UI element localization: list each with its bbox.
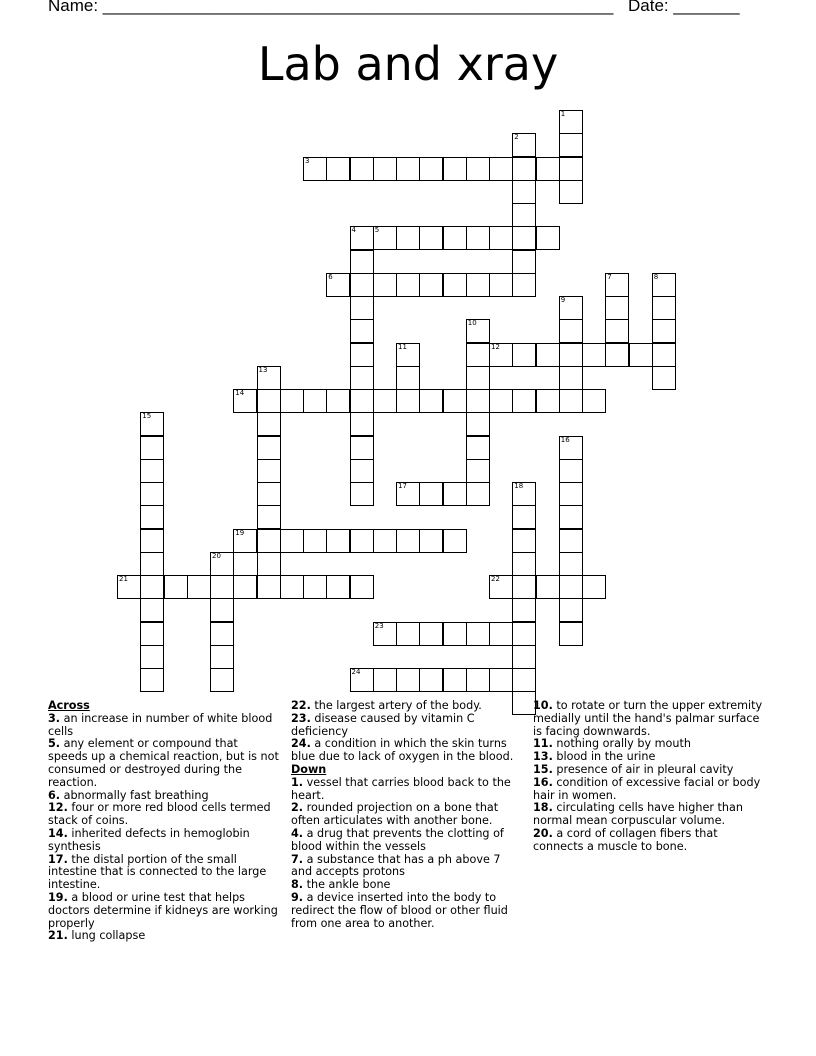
clue-number: 9 bbox=[560, 296, 566, 304]
clue-number: 13 bbox=[258, 365, 268, 374]
grid-cell[interactable] bbox=[280, 529, 304, 553]
grid-cell[interactable] bbox=[140, 505, 164, 529]
grid-cell[interactable] bbox=[396, 622, 420, 646]
grid-cell[interactable] bbox=[443, 226, 467, 250]
clue-item: 5. any element or compound that speeds up a chemical reaction, but is not consumed or destroyed during the reaction. bbox=[48, 737, 279, 789]
grid-cell[interactable] bbox=[326, 529, 350, 553]
grid-cell[interactable] bbox=[350, 529, 374, 553]
grid-cell[interactable] bbox=[652, 273, 676, 297]
grid-cell[interactable] bbox=[512, 343, 536, 367]
grid-cell[interactable] bbox=[512, 273, 536, 297]
grid-cell[interactable] bbox=[303, 157, 327, 181]
grid-cell[interactable] bbox=[652, 343, 676, 367]
grid-cell[interactable] bbox=[419, 668, 443, 692]
grid-cell[interactable] bbox=[466, 459, 490, 483]
clue-number: 17 bbox=[398, 482, 407, 490]
grid-cell[interactable] bbox=[512, 668, 536, 692]
grid-cell[interactable] bbox=[396, 482, 420, 506]
grid-cell[interactable] bbox=[605, 273, 629, 297]
clue-item: 1. vessel that carries blood back to the heart. bbox=[291, 775, 511, 802]
grid-cell[interactable] bbox=[210, 668, 234, 692]
clue-number: 3 bbox=[305, 156, 310, 165]
grid-cell[interactable] bbox=[512, 250, 536, 274]
clue-item: 24. a condition in which the skin turns blue due to lack of oxygen in the blood. bbox=[291, 737, 514, 764]
grid-cell[interactable] bbox=[512, 598, 536, 622]
grid-cell[interactable] bbox=[210, 622, 234, 646]
grid-cell[interactable] bbox=[559, 366, 583, 390]
grid-cell[interactable] bbox=[350, 482, 374, 506]
grid-cell[interactable] bbox=[489, 273, 513, 297]
grid-cell[interactable] bbox=[605, 296, 629, 320]
grid-cell[interactable] bbox=[257, 505, 281, 529]
clue-number: 7 bbox=[607, 272, 612, 281]
grid-cell[interactable] bbox=[512, 622, 536, 646]
grid-cell[interactable] bbox=[140, 482, 164, 506]
grid-cell[interactable] bbox=[303, 389, 327, 413]
clue-item: 4. a drug that prevents the clotting of blood within the vessels bbox=[291, 826, 504, 853]
clue-number: 22 bbox=[491, 575, 500, 583]
name-field[interactable]: Name: ______________________________________________________ bbox=[48, 0, 614, 15]
grid-cell[interactable] bbox=[466, 273, 490, 297]
clue-number: 10 bbox=[467, 319, 477, 328]
grid-cell[interactable] bbox=[489, 389, 513, 413]
grid-cell[interactable] bbox=[350, 273, 374, 297]
grid-cell[interactable] bbox=[443, 482, 467, 506]
grid-cell[interactable] bbox=[466, 389, 490, 413]
grid-cell[interactable] bbox=[210, 552, 234, 576]
grid-cell[interactable] bbox=[164, 575, 188, 599]
grid-cell[interactable] bbox=[396, 529, 420, 553]
grid-cell[interactable] bbox=[466, 412, 490, 436]
clue-item: 21. lung collapse bbox=[48, 929, 146, 943]
grid-cell[interactable] bbox=[443, 273, 467, 297]
clue-column-2 bbox=[291, 700, 523, 930]
grid-cell[interactable] bbox=[233, 389, 257, 413]
grid-cell[interactable] bbox=[396, 157, 420, 181]
grid-cell[interactable] bbox=[466, 226, 490, 250]
grid-cell[interactable] bbox=[652, 366, 676, 390]
grid-cell[interactable] bbox=[140, 575, 164, 599]
grid-cell[interactable] bbox=[280, 575, 304, 599]
grid-cell[interactable] bbox=[466, 157, 490, 181]
grid-cell[interactable] bbox=[443, 529, 467, 553]
grid-cell[interactable] bbox=[140, 412, 164, 436]
grid-cell[interactable] bbox=[489, 575, 513, 599]
grid-cell[interactable] bbox=[350, 296, 374, 320]
grid-cell[interactable] bbox=[350, 459, 374, 483]
clue-number: 6 bbox=[328, 272, 333, 281]
grid-cell[interactable] bbox=[559, 482, 583, 506]
clue-item: 13. blood in the urine bbox=[533, 750, 656, 764]
grid-cell[interactable] bbox=[512, 133, 536, 157]
grid-cell[interactable] bbox=[326, 389, 350, 413]
grid-cell[interactable] bbox=[373, 668, 397, 692]
grid-cell[interactable] bbox=[559, 133, 583, 157]
grid-cell[interactable] bbox=[350, 436, 374, 460]
grid-cell[interactable] bbox=[466, 668, 490, 692]
date-field[interactable]: Date: _______ bbox=[628, 0, 740, 15]
grid-cell[interactable] bbox=[582, 575, 606, 599]
grid-cell[interactable] bbox=[140, 552, 164, 576]
grid-cell[interactable] bbox=[373, 529, 397, 553]
clue-item: 12. four or more red blood cells termed stack of coins. bbox=[48, 801, 271, 828]
grid-cell[interactable] bbox=[419, 157, 443, 181]
grid-cell[interactable] bbox=[559, 436, 583, 460]
clue-item: 14. inherited defects in hemoglobin synthesis bbox=[48, 826, 250, 853]
clue-item: 16. condition of excessive facial or body hair in women. bbox=[533, 775, 761, 802]
grid-cell[interactable] bbox=[489, 226, 513, 250]
clue-item: 3. an increase in number of white blood cells bbox=[48, 711, 273, 738]
grid-cell[interactable] bbox=[536, 575, 560, 599]
grid-cell[interactable] bbox=[350, 412, 374, 436]
grid-cell[interactable] bbox=[559, 598, 583, 622]
grid-cell[interactable] bbox=[140, 459, 164, 483]
grid-cell[interactable] bbox=[443, 157, 467, 181]
grid-cell[interactable] bbox=[559, 552, 583, 576]
grid-cell[interactable] bbox=[559, 622, 583, 646]
grid-cell[interactable] bbox=[419, 622, 443, 646]
grid-cell[interactable] bbox=[536, 343, 560, 367]
grid-cell[interactable] bbox=[419, 226, 443, 250]
clue-number: 5 bbox=[374, 226, 380, 235]
clue-item: 22. the largest artery of the body. bbox=[291, 699, 482, 712]
grid-cell[interactable] bbox=[629, 343, 653, 367]
clue-item: 7. a substance that has a ph above 7 and accepts protons bbox=[291, 852, 501, 879]
grid-cell[interactable] bbox=[559, 157, 583, 181]
clue-number: 21 bbox=[119, 575, 128, 583]
grid-cell[interactable] bbox=[443, 668, 467, 692]
grid-cell[interactable] bbox=[326, 157, 350, 181]
grid-cell[interactable] bbox=[350, 343, 374, 367]
grid-cell[interactable] bbox=[652, 319, 676, 343]
grid-cell[interactable] bbox=[257, 412, 281, 436]
grid-cell[interactable] bbox=[466, 482, 490, 506]
clue-column-3 bbox=[533, 700, 765, 854]
clue-item: 9. a device inserted into the body to redirect the flow of blood or other fluid from one area to another. bbox=[291, 890, 508, 930]
grid-cell[interactable] bbox=[652, 296, 676, 320]
grid-cell[interactable] bbox=[140, 645, 164, 669]
grid-cell[interactable] bbox=[443, 622, 467, 646]
grid-cell[interactable] bbox=[512, 529, 536, 553]
grid-cell[interactable] bbox=[559, 180, 583, 204]
grid-cell[interactable] bbox=[350, 250, 374, 274]
clue-number: 24 bbox=[351, 668, 361, 676]
grid-cell[interactable] bbox=[559, 389, 583, 413]
grid-cell[interactable] bbox=[443, 389, 467, 413]
grid-cell[interactable] bbox=[419, 389, 443, 413]
clue-item: 2. rounded projection on a bone that often articulates with another bone. bbox=[291, 801, 499, 828]
grid-cell[interactable] bbox=[489, 668, 513, 692]
grid-cell[interactable] bbox=[350, 319, 374, 343]
grid-cell[interactable] bbox=[512, 645, 536, 669]
clue-number: 2 bbox=[514, 133, 519, 142]
clue-number: 15 bbox=[142, 412, 152, 421]
grid-cell[interactable] bbox=[536, 389, 560, 413]
clue-number: 20 bbox=[212, 551, 221, 560]
grid-cell[interactable] bbox=[489, 157, 513, 181]
grid-cell[interactable] bbox=[489, 343, 513, 367]
grid-cell[interactable] bbox=[233, 529, 257, 553]
grid-cell[interactable] bbox=[140, 529, 164, 553]
clue-item: 20. a cord of collagen fibers that connects a muscle to bone. bbox=[533, 826, 718, 853]
grid-cell[interactable] bbox=[512, 552, 536, 576]
grid-cell[interactable] bbox=[466, 343, 490, 367]
grid-cell[interactable] bbox=[373, 157, 397, 181]
grid-cell[interactable] bbox=[559, 529, 583, 553]
grid-cell[interactable] bbox=[140, 436, 164, 460]
grid-cell[interactable] bbox=[326, 273, 350, 297]
puzzle-title: Lab and xray bbox=[257, 37, 559, 91]
grid-cell[interactable] bbox=[396, 226, 420, 250]
grid-cell[interactable] bbox=[559, 575, 583, 599]
grid-cell[interactable] bbox=[559, 296, 583, 320]
grid-cell[interactable] bbox=[257, 575, 281, 599]
clue-number: 12 bbox=[491, 342, 500, 351]
grid-cell[interactable] bbox=[257, 436, 281, 460]
clue-item: 19. a blood or urine test that helps doctors determine if kidneys are working properly bbox=[48, 890, 278, 930]
clue-number: 18 bbox=[514, 482, 524, 490]
clue-number: 14 bbox=[235, 389, 245, 397]
grid-cell[interactable] bbox=[396, 273, 420, 297]
grid-cell[interactable] bbox=[373, 226, 397, 250]
grid-cell[interactable] bbox=[210, 598, 234, 622]
grid-cell[interactable] bbox=[512, 482, 536, 506]
grid-cell[interactable] bbox=[466, 366, 490, 390]
grid-cell[interactable] bbox=[140, 668, 164, 692]
grid-cell[interactable] bbox=[582, 343, 606, 367]
grid-cell[interactable] bbox=[210, 575, 234, 599]
grid-cell[interactable] bbox=[350, 366, 374, 390]
grid-cell[interactable] bbox=[536, 157, 560, 181]
clue-item: 23. disease caused by vitamin C deficiency bbox=[291, 711, 475, 738]
grid-cell[interactable] bbox=[512, 226, 536, 250]
grid-cell[interactable] bbox=[466, 319, 490, 343]
grid-cell[interactable] bbox=[396, 343, 420, 367]
grid-cell[interactable] bbox=[466, 436, 490, 460]
clue-item: 18. circulating cells have higher than normal mean corpuscular volume. bbox=[533, 801, 743, 828]
grid-cell[interactable] bbox=[466, 622, 490, 646]
grid-cell[interactable] bbox=[233, 575, 257, 599]
grid-cell[interactable] bbox=[117, 575, 141, 599]
grid-cell[interactable] bbox=[419, 273, 443, 297]
grid-cell[interactable] bbox=[373, 273, 397, 297]
grid-cell[interactable] bbox=[187, 575, 211, 599]
grid-cell[interactable] bbox=[257, 482, 281, 506]
grid-cell[interactable] bbox=[559, 343, 583, 367]
grid-cell[interactable] bbox=[373, 622, 397, 646]
clue-column-1 bbox=[48, 700, 280, 943]
clue-number: 1 bbox=[560, 110, 566, 118]
grid-cell[interactable] bbox=[419, 529, 443, 553]
grid-cell[interactable] bbox=[559, 505, 583, 529]
grid-cell[interactable] bbox=[489, 622, 513, 646]
clue-item: 17. the distal portion of the small intestine that is connected to the large intestine. bbox=[48, 852, 267, 892]
clue-number: 23 bbox=[374, 621, 384, 630]
grid-cell[interactable] bbox=[419, 482, 443, 506]
grid-cell[interactable] bbox=[257, 552, 281, 576]
grid-cell[interactable] bbox=[396, 389, 420, 413]
grid-cell[interactable] bbox=[350, 668, 374, 692]
clue-number: 11 bbox=[398, 342, 407, 351]
grid-cell[interactable] bbox=[210, 645, 234, 669]
grid-cell[interactable] bbox=[582, 389, 606, 413]
clue-item: 10. to rotate or turn the upper extremity medially until the hand's palmar surface is facing downwards. bbox=[533, 699, 763, 738]
grid-cell[interactable] bbox=[350, 575, 374, 599]
grid-cell[interactable] bbox=[512, 389, 536, 413]
grid-cell[interactable] bbox=[559, 459, 583, 483]
grid-cell[interactable] bbox=[303, 529, 327, 553]
grid-cell[interactable] bbox=[512, 505, 536, 529]
grid-cell[interactable] bbox=[396, 366, 420, 390]
grid-cell[interactable] bbox=[140, 598, 164, 622]
grid-cell[interactable] bbox=[326, 575, 350, 599]
grid-cell[interactable] bbox=[536, 226, 560, 250]
down-heading: Down bbox=[291, 762, 327, 776]
grid-cell[interactable] bbox=[257, 529, 281, 553]
clue-number: 19 bbox=[235, 528, 245, 537]
grid-cell[interactable] bbox=[605, 319, 629, 343]
grid-cell[interactable] bbox=[605, 343, 629, 367]
grid-cell[interactable] bbox=[512, 575, 536, 599]
grid-cell[interactable] bbox=[350, 226, 374, 250]
grid-cell[interactable] bbox=[512, 180, 536, 204]
grid-cell[interactable] bbox=[280, 389, 304, 413]
grid-cell[interactable] bbox=[257, 389, 281, 413]
grid-cell[interactable] bbox=[512, 157, 536, 181]
grid-cell[interactable] bbox=[257, 459, 281, 483]
grid-cell[interactable] bbox=[373, 389, 397, 413]
grid-cell[interactable] bbox=[350, 389, 374, 413]
grid-cell[interactable] bbox=[303, 575, 327, 599]
grid-cell[interactable] bbox=[559, 110, 583, 134]
grid-cell[interactable] bbox=[512, 203, 536, 227]
clue-number: 4 bbox=[351, 226, 356, 235]
clue-item: 6. abnormally fast breathing bbox=[48, 788, 209, 802]
grid-cell[interactable] bbox=[350, 157, 374, 181]
clue-item: 15. presence of air in pleural cavity bbox=[533, 762, 734, 776]
grid-cell[interactable] bbox=[396, 668, 420, 692]
grid-cell[interactable] bbox=[559, 319, 583, 343]
grid-cell[interactable] bbox=[257, 366, 281, 390]
across-heading: Across bbox=[48, 699, 90, 712]
grid-cell[interactable] bbox=[140, 622, 164, 646]
clue-number: 8 bbox=[653, 272, 659, 281]
clue-number: 16 bbox=[560, 435, 570, 444]
clue-item: 8. the ankle bone bbox=[291, 878, 391, 892]
clue-item: 11. nothing orally by mouth bbox=[533, 737, 691, 751]
